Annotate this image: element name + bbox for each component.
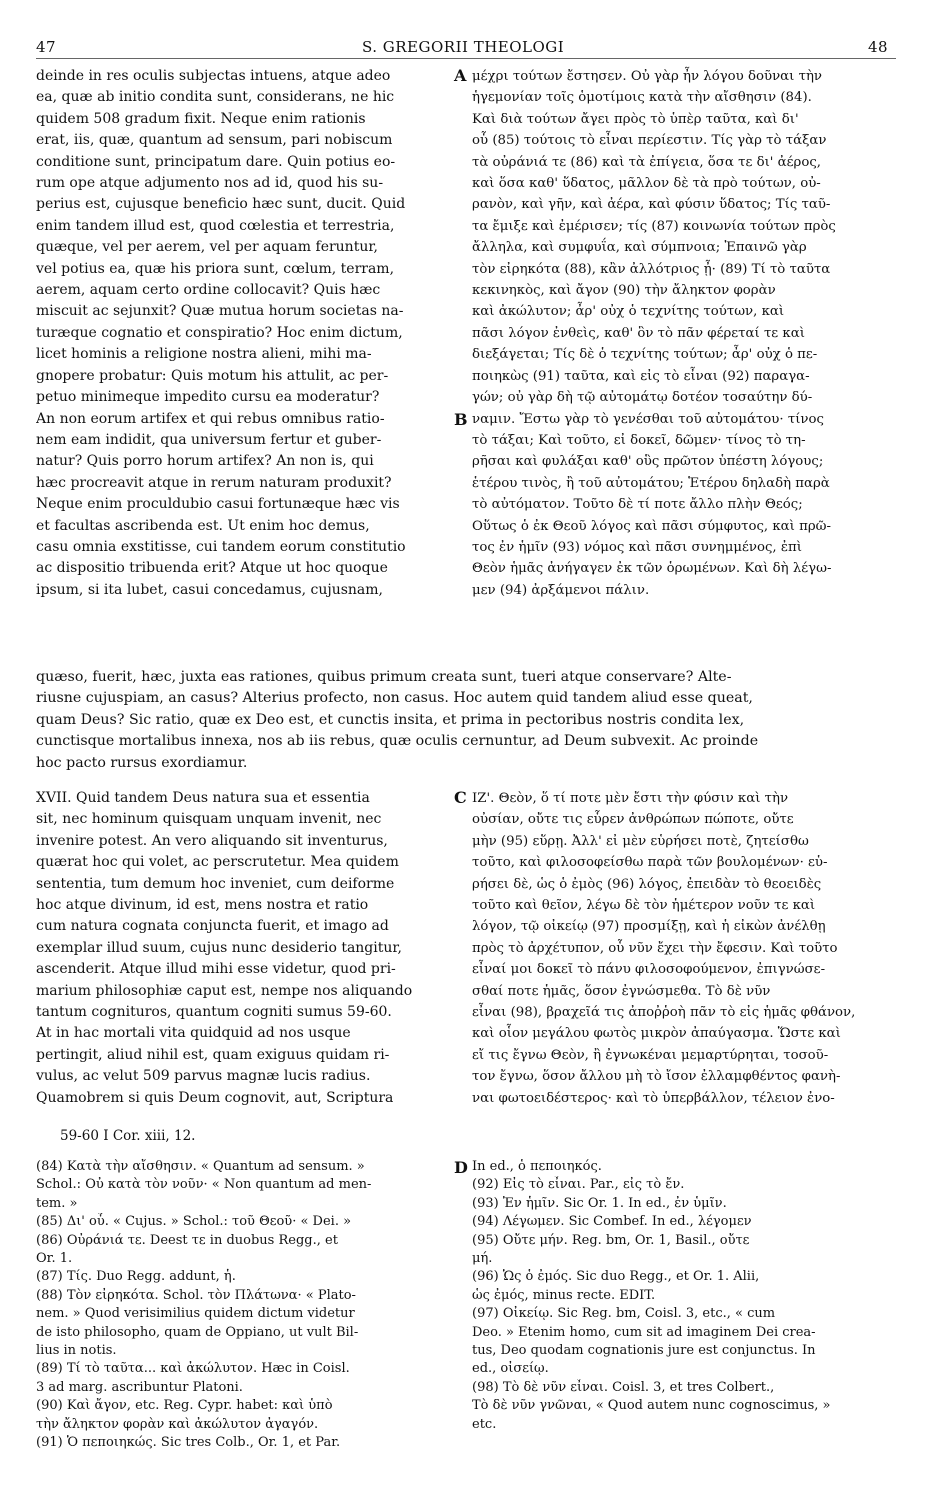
text-line: conditione sunt, principatum dare. Quin potius eo-	[36, 153, 396, 170]
text-line: deinde in res oculis subjectas intuens, atque adeo	[36, 68, 391, 84]
note-line: (93) Ἐν ἡμῖν. Sic Or. 1. In ed., ἐν ὑμῖν.	[472, 1195, 727, 1211]
text-line: κεκινηκὸς, καὶ ἄγον (90) τὴν ἄληκτον φορὰν	[472, 283, 776, 299]
text-line: riusne cujuspiam, an casus? Alterius profecto, non casus. Hoc autem quid tandem aliud esse queat,	[36, 690, 753, 707]
note-line: (88) Τὸν εἰρηκότα. Schol. τὸν Πλάτωνα· « Plato-	[36, 1287, 356, 1303]
text-line: sententia, tum demum hoc inveniet, cum deiforme	[36, 875, 395, 892]
text-line: hoc atque divinum, id est, mens nostra et ratio	[36, 897, 369, 914]
text-line: hæc procreavit atque in rerum naturam produxit?	[36, 474, 392, 491]
latin-column-top	[36, 66, 448, 601]
note-line: tem. »	[36, 1195, 78, 1211]
text-line: Neque enim proculdubio casui fortunæque hæc vis	[36, 496, 400, 513]
text-line: vel potius ea, quæ his priora sunt, cœlum, terram,	[36, 260, 395, 277]
text-line: οὐσίαν, οὔτε τις εὗρεν ἀνθρώπων πώποτε, οὔτε	[472, 812, 794, 828]
text-line: XVII. Quid tandem Deus natura sua et essentia	[36, 790, 370, 806]
text-line: ipsum, si ita lubet, casui concedamus, cujusnam,	[36, 581, 383, 598]
note-line: de isto philosopho, quam de Oppiano, ut vult Bil-	[36, 1324, 359, 1340]
text-line: Οὕτως ὁ ἐκ Θεοῦ λόγος καὶ πᾶσι σύμφυτος, καὶ πρῶ-	[472, 518, 831, 534]
text-line: cum natura cognata conjuncta fuerit, et imago ad	[36, 918, 389, 935]
text-line: ascenderit. Atque illud mihi esse videtur, quod pri-	[36, 961, 396, 978]
text-line: ἄλληλα, καὶ συμφυΐα, καὶ σύμπνοια; Ἐπαινῶ γὰρ	[472, 240, 807, 256]
note-line: (94) Λέγωμεν. Sic Combef. In ed., λέγομεν	[472, 1214, 752, 1230]
text-line: Quamobrem si quis Deum cognovit, aut, Scriptura	[36, 1089, 394, 1106]
text-line: sit, nec hominum quisquam unquam invenit, nec	[36, 811, 382, 828]
text-line: invenire potest. An vero aliquando sit inventurus,	[36, 832, 388, 849]
text-line: πᾶσι λόγον ἐνθεὶς, καθ' ὃν τὸ πᾶν φέρεταί τε καὶ	[472, 325, 805, 341]
page-number-right: 48	[868, 38, 889, 56]
text-line: τοῦτο καὶ θεῖον, λέγω δὲ τὸν ἡμέτερον νοῦν τε καὶ	[472, 898, 816, 914]
text-line: τος ἐν ἡμῖν (93) νόμος καὶ πᾶσι συνημμένος, ἐπὶ	[472, 539, 802, 555]
note-line: nem. » Quod verisimilius quidem dictum videtur	[36, 1306, 355, 1322]
note-line: μή.	[472, 1251, 493, 1267]
text-line: enim tandem illud est, quod cœlestia et terrestria,	[36, 217, 395, 234]
text-line: rum ope atque adjumento nos ad id, quod his su-	[36, 175, 384, 192]
text-line: ρήσει δὲ, ὡς ὁ ἐμὸς (96) λόγος, ἐπειδὰν τὸ θεοειδὲς	[472, 876, 822, 892]
text-line: τὸν εἰρηκότα (88), κἂν ἀλλότριος ᾖ· (89) Τί τὸ ταῦτα	[472, 261, 831, 277]
text-line: τὸ τάξαι; Καὶ τοῦτο, εἰ δοκεῖ, δῶμεν· τίνος τὸ τη-	[472, 432, 806, 448]
text-line: gnopere probatur: Quis motum his attulit, ac per-	[36, 367, 389, 384]
text-line: ναι φωτοειδέστερος· καὶ τὸ ὑπερβάλλον, τέλειον ἐνο-	[472, 1090, 835, 1106]
note-line: (95) Οὔτε μήν. Reg. bm, Or. 1, Basil., οὔτε	[472, 1232, 750, 1248]
text-line: ἡγεμονίαν τοῖς ὁμοτίμοις κατὰ τὴν αἴσθησιν (84).	[472, 90, 812, 106]
text-line: casu omnia exstitisse, cui tandem eorum constitutio	[36, 538, 406, 555]
text-line: natur? Quis porro horum artifex? An non is, qui	[36, 453, 374, 470]
text-line: Καὶ διὰ τούτων ἄγει πρὸς τὸ ὑπὲρ ταῦτα, καὶ δι'	[472, 111, 799, 127]
text-line: hoc pacto rursus exordiamur.	[36, 754, 248, 771]
margin-marker-d: D	[454, 1158, 468, 1177]
text-line: ρανὸν, καὶ γῆν, καὶ ἀέρα, καὶ φύσιν ὕδατος; Τίς ταῦ-	[472, 197, 831, 213]
text-line: vulus, ac velut 509 parvus magnæ lucis radius.	[36, 1068, 371, 1085]
text-line: ναμιν. Ἔστω γὰρ τὸ γενέσθαι τοῦ αὐτομάτου· τίνος	[472, 411, 824, 427]
note-line: 3 ad marg. ascribuntur Platoni.	[36, 1379, 243, 1395]
greek-column-top	[472, 66, 896, 601]
margin-marker-b: B	[454, 410, 468, 429]
text-line: petuo minimeque impedito cursu ea moderatur?	[36, 389, 380, 406]
text-line: καὶ ἀκώλυτον; ἆρ' οὐχ ὁ τεχνίτης τούτων, καὶ	[472, 304, 785, 320]
header-rule	[36, 58, 896, 59]
note-line: (85) Δι' οὗ. « Cujus. » Schol.: τοῦ Θεοῦ· « Dei. »	[36, 1214, 352, 1230]
text-line: exemplar illud suum, cujus nunc desiderio tangitur,	[36, 939, 402, 956]
note-line: (92) Εἰς τὸ εἶναι. Par., εἰς τὸ ἔν.	[472, 1177, 685, 1193]
text-line: ποιηκὼς (91) ταῦτα, καὶ εἰς τὸ εἶναι (92) παραγα-	[472, 368, 810, 384]
note-line: (87) Τίς. Duo Regg. addunt, ἡ.	[36, 1269, 236, 1285]
note-line: Τὸ δὲ νῦν γνῶναι, « Quod autem nunc cognoscimus, »	[472, 1398, 831, 1414]
text-line: εἶναί μοι δοκεῖ τὸ πάνυ φιλοσοφούμενον, ἐπιγνώσε-	[472, 962, 826, 978]
text-line: μεν (94) ἀρξάμενοι πάλιν.	[472, 582, 650, 598]
text-line: et facultas ascribenda est. Ut enim hoc demus,	[36, 517, 370, 534]
note-line: Deo. » Etenim homo, cum sit ad imaginem Dei crea-	[472, 1324, 816, 1340]
text-line: ρῆσαι καὶ φυλάξαι καθ' οὓς πρῶτον ὑπέστη λόγους;	[472, 454, 824, 470]
text-line: nem eam indidit, qua universum fertur et guber-	[36, 431, 382, 448]
note-line: (84) Κατὰ τὴν αἴσθησιν. « Quantum ad sensum. »	[36, 1159, 365, 1174]
text-line: καὶ ὅσα καθ' ὕδατος, μᾶλλον δὲ τὰ πρὸ τούτων, οὐ-	[472, 176, 821, 192]
text-line: At in hac mortali vita quidquid ad nos usque	[36, 1025, 351, 1042]
text-line: ἑτέρου τινὸς, ἢ τοῦ αὐτομάτου; Ἑτέρου δηλαδὴ παρὰ	[472, 475, 830, 491]
note-line: In ed., ὁ πεποιηκός.	[472, 1159, 602, 1174]
text-line: μὴν (95) εὕρῃ. Ἀλλ' εἰ μὲν εὑρήσει ποτὲ, ζητείσθω	[472, 833, 809, 849]
text-line: tantum cognituros, quantum cogniti sumus 59-60.	[36, 1004, 392, 1021]
text-line: τα ἔμιξε καὶ ἐμέρισεν; τίς (87) κοινωνία τούτων πρὸς	[472, 218, 836, 234]
latin-full-width	[36, 667, 896, 774]
text-line: ea, quæ ab initio condita sunt, considerans, ne hic	[36, 89, 395, 106]
text-line: σθαί ποτε ἡμᾶς, ὅσον ἐγνώσμεθα. Τὸ δὲ νῦν	[472, 983, 771, 999]
margin-marker-a: A	[454, 66, 467, 85]
running-title: S. GREGORII THEOLOGI	[362, 38, 565, 56]
note-line: (91) Ὁ πεποιηκώς. Sic tres Colb., Or. 1, et Par.	[36, 1435, 341, 1451]
latin-column-bottom	[36, 788, 448, 1109]
text-line: miscuit ac sejunxit? Quæ mutua horum societas na-	[36, 303, 404, 320]
note-line: (86) Οὐράνιά τε. Deest τε in duobus Regg., et	[36, 1232, 338, 1248]
note-line: etc.	[472, 1416, 497, 1432]
text-line: An non eorum artifex et qui rebus omnibus ratio-	[36, 410, 385, 427]
footnote-line: 59-60 I Cor. xiii, 12.	[60, 1128, 196, 1144]
text-line: turæque cognatio et conspiratio? Hoc enim dictum,	[36, 324, 403, 341]
text-line: marium philosophiæ caput est, nempe nos aliquando	[36, 982, 413, 999]
note-line: ὡς ἐμός, minus recte. EDIT.	[472, 1287, 656, 1303]
text-line: λόγον, τῷ οἰκείῳ (97) προσμίξῃ, καὶ ἡ εἰκὼν ἀνέλθῃ	[472, 919, 826, 935]
text-line: διεξάγεται; Τίς δὲ ὁ τεχνίτης τούτων; ἆρ' οὐχ ὁ πε-	[472, 347, 818, 363]
text-line: licet hominis a religione nostra alieni, mihi ma-	[36, 346, 372, 363]
text-line: εἶναι (98), βραχεῖά τις ἀποῤῥοὴ πᾶν τὸ εἰς ἡμᾶς φθάνον,	[472, 1005, 856, 1021]
note-line: (98) Τὸ δὲ νῦν εἶναι. Coisl. 3, et tres Colbert.,	[472, 1379, 775, 1395]
text-line: quæque, vel per aerem, vel per aquam feruntur,	[36, 239, 378, 256]
text-line: τοῦτο, καὶ φιλοσοφείσθω παρὰ τῶν βουλομένων· εὑ-	[472, 855, 828, 871]
note-line: Schol.: Οὐ κατὰ τὸν νοῦν· « Non quantum ad men-	[36, 1177, 372, 1193]
note-line: lius in notis.	[36, 1343, 117, 1359]
text-line: πρὸς τὸ ἀρχέτυπον, οὗ νῦν ἔχει τὴν ἔφεσιν. Καὶ τοῦτο	[472, 940, 838, 956]
text-line: τὸ αὐτόματον. Τοῦτο δὲ τί ποτε ἄλλο πλὴν Θεός;	[472, 497, 803, 513]
text-line: μέχρι τούτων ἔστησεν. Οὐ γὰρ ἦν λόγου δοῦναι τὴν	[472, 69, 822, 84]
text-line: ΙΖ'. Θεὸν, ὅ τί ποτε μὲν ἔστι τὴν φύσιν καὶ τὴν	[472, 791, 789, 806]
note-line: (89) Τί τὸ ταῦτα... καὶ ἀκώλυτον. Hæc in Coisl.	[36, 1361, 350, 1377]
text-line: quærat hoc qui volet, ac perscrutetur. Mea quidem	[36, 854, 399, 871]
text-line: quidem 508 gradum fixit. Neque enim rationis	[36, 110, 366, 127]
text-line: εἴ τις ἔγνω Θεὸν, ἢ ἐγνωκέναι μεμαρτύρηται, τοσοῦ-	[472, 1047, 829, 1063]
notes-right-column	[472, 1158, 896, 1434]
text-line: τον ἔγνω, ὅσον ἄλλου μὴ τὸ ἴσον ἐλλαμφθέντος φανὴ-	[472, 1069, 841, 1085]
text-line: erat, iis, quæ, quantum ad sensum, pari nobiscum	[36, 132, 393, 149]
note-line: tus, Deo quodam cognationis jure est conjunctus. In	[472, 1343, 816, 1359]
note-line: (90) Καὶ ἄγον, etc. Reg. Cypr. habet: καὶ ὑπὸ	[36, 1398, 333, 1414]
text-line: pertingit, aliud nihil est, quam exiguus quidam ri-	[36, 1046, 390, 1063]
greek-column-bottom	[472, 788, 896, 1109]
scripture-reference	[60, 1127, 450, 1145]
text-line: Θεὸν ἡμᾶς ἀνήγαγεν ἐκ τῶν ὁρωμένων. Καὶ δὴ λέγω-	[472, 561, 832, 577]
text-line: perius est, cujusque beneficio hæc sunt, ducit. Quid	[36, 196, 406, 213]
text-line: quam Deus? Sic ratio, quæ ex Deo est, et cunctis insita, et prima in pectoribus nostris condita lex,	[36, 711, 745, 728]
note-line: (97) Οἰκείῳ. Sic Reg. bm, Coisl. 3, etc., « cum	[472, 1306, 776, 1322]
text-line: quæso, fuerit, hæc, juxta eas rationes, quibus primum creata sunt, tueri atque conservare? Alte-	[36, 669, 732, 685]
notes-left-column	[36, 1158, 450, 1453]
text-line: cunctisque mortalibus innexa, nos ab iis rebus, quæ oculis cernuntur, ad Deum subvexit. Ac proinde	[36, 733, 759, 750]
text-line: καὶ οἷον μεγάλου φωτὸς μικρὸν ἀπαύγασμα. Ὥστε καὶ	[472, 1026, 841, 1042]
margin-marker-c: C	[454, 788, 467, 807]
text-line: aerem, aquam certo ordine collocavit? Quis hæc	[36, 282, 381, 299]
text-line: γών; οὐ γὰρ δὴ τῷ αὐτομάτῳ δοτέον τοσαύτην δύ-	[472, 390, 813, 406]
text-line: οὗ (85) τούτοις τὸ εἶναι περίεστιν. Τίς γὰρ τὸ τάξαν	[472, 133, 827, 149]
text-line: ac dispositio tribuenda erit? Atque ut hoc quoque	[36, 560, 388, 577]
note-line: ed., οἰσείῳ.	[472, 1361, 549, 1377]
page-number-left: 47	[36, 38, 57, 56]
note-line: (96) Ὡς ὁ ἐμός. Sic duo Regg., et Or. 1. Alii,	[472, 1269, 760, 1285]
note-line: Or. 1.	[36, 1251, 73, 1267]
text-line: τὰ οὐράνιά τε (86) καὶ τὰ ἐπίγεια, ὅσα τε δι' ἀέρος,	[472, 154, 822, 170]
note-line: τὴν ἄληκτον φορὰν καὶ ἀκώλυτον ἀγαγόν.	[36, 1416, 319, 1432]
